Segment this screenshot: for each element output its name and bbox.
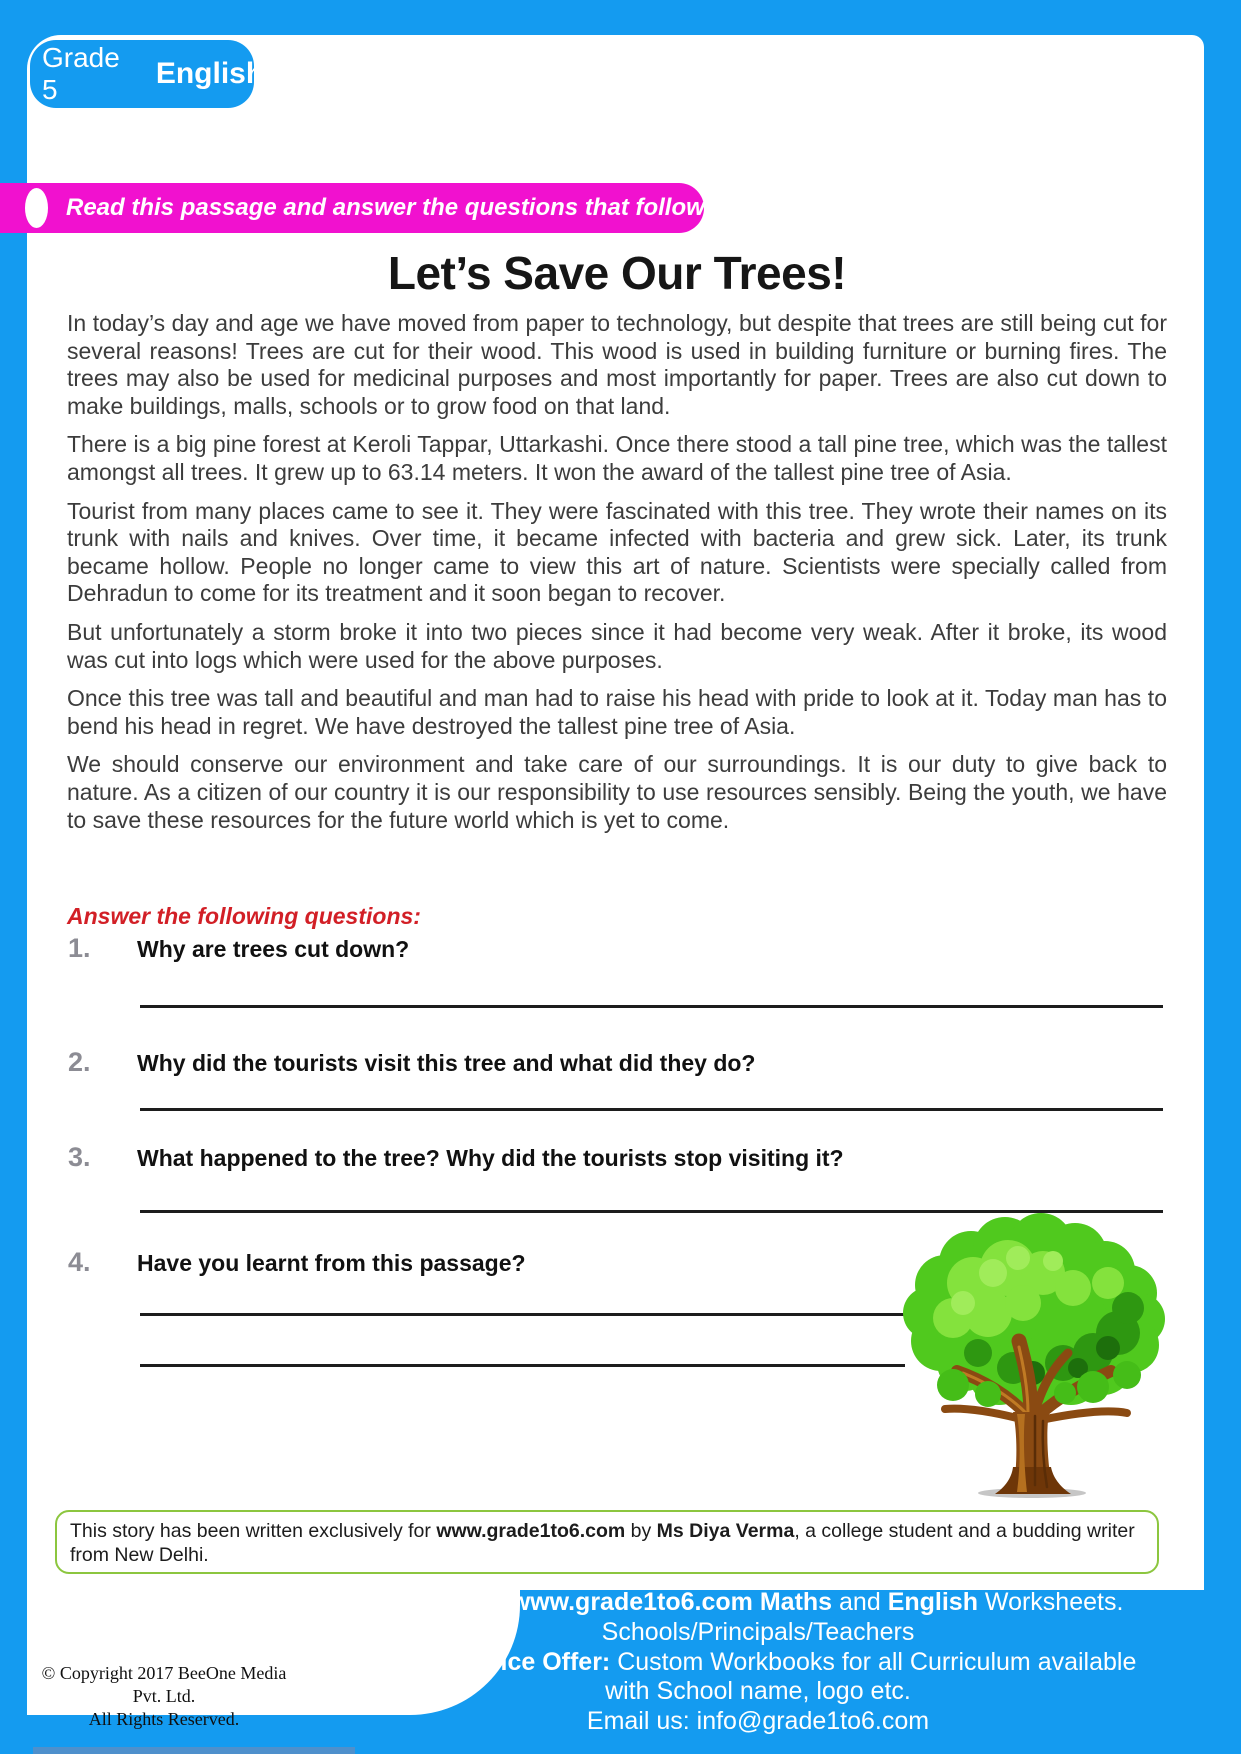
passage-paragraph: Once this tree was tall and beautiful and man had to raise his head with pride to look at it. Today man has to bend his head in regret. We have destroyed the tallest pine tree of Asia.	[67, 685, 1167, 739]
instruction-banner	[0, 183, 725, 233]
footer-accent-strip	[33, 1747, 355, 1754]
answer-line-q4-1[interactable]	[140, 1313, 905, 1316]
footer-offer-label: Special Price Offer:	[379, 1647, 611, 1676]
grade-label: Grade 5	[42, 42, 120, 105]
credit-prefix: This story has been written exclusively for	[70, 1520, 437, 1542]
question-4-number: 4.	[68, 1247, 91, 1277]
passage-paragraph: In today’s day and age we have moved from paper to technology, but despite that trees are still being cut for several reasons! Trees are cut for their wood. This wood is used in building furniture or burning fires. The trees may also be used for medicinal purposes and most importantly for paper. Trees are also cut down to make buildings, malls, schools or to grow food on that land.	[67, 310, 1167, 419]
footer-offer-text: Custom Workbooks for all Curriculum available	[610, 1647, 1137, 1676]
passage-title: Let’s Save Our Trees!	[387, 247, 847, 299]
credit-suffix: , a college student and a budding writer from New Delhi.	[70, 1520, 1135, 1566]
answer-line-q4-2[interactable]	[140, 1364, 905, 1367]
footer-english-text: English	[887, 1588, 978, 1616]
footer-line-2: Schools/Principals/Teachers	[601, 1617, 915, 1646]
footer-site-maths: www.grade1to6.com Maths	[510, 1588, 833, 1616]
question-1-text: Why are trees cut down?	[137, 936, 410, 962]
grade-subject-badge	[30, 40, 265, 108]
tree-illustration	[893, 1213, 1171, 1501]
footer-line-5: Email us: info@grade1to6.com	[586, 1707, 930, 1736]
answer-line-q2[interactable]	[140, 1108, 1163, 1111]
reading-passage	[67, 310, 1167, 845]
copyright-line-1: © Copyright 2017 BeeOne Media Pvt. Ltd.	[41, 1663, 287, 1706]
copyright-notice	[38, 1662, 290, 1731]
story-credit-note	[55, 1510, 1159, 1574]
questions-heading: Answer the following questions:	[67, 903, 421, 929]
question-3-text: What happened to the tree? Why did the tourists stop visiting it?	[137, 1145, 844, 1171]
credit-by: by	[625, 1520, 657, 1542]
question-4-text: Have you learnt from this passage?	[137, 1250, 526, 1276]
question-2-number: 2.	[68, 1047, 91, 1077]
subject-label: English	[155, 57, 265, 90]
footer-promo	[330, 1588, 1186, 1737]
footer-subscribe-text: Subscribe	[392, 1588, 511, 1616]
instruction-text: Read this passage and answer the questions that follows.	[66, 194, 725, 221]
footer-line-1	[330, 1588, 1186, 1618]
passage-paragraph: Tourist from many places came to see it. They were fascinated with this tree. They wrote their names on its trunk with nails and knives. Over time, it became infected with bacteria and grew sick. Later, its trunk became hollow. People no longer came to view this art of nature. Scientists were specially called from Dehradun to come for its treatment and it soon began to recover.	[67, 497, 1167, 607]
credit-site: www.grade1to6.com	[436, 1520, 626, 1542]
passage-paragraph: But unfortunately a storm broke it into two pieces since it had become very weak. After it broke, its wood was cut into logs which were used for the above purposes.	[67, 618, 1167, 673]
banner-oval-icon	[25, 188, 48, 228]
passage-paragraph: We should conserve our environment and take care of our surroundings. It is our duty to give back to nature. As a citizen of our country it is our responsibility to use resources sensibly. Being the youth, we have to save these resources for the future world which is yet to come.	[67, 751, 1167, 833]
footer-worksheets-text: Worksheets.	[977, 1588, 1124, 1616]
question-1-number: 1.	[68, 933, 91, 963]
copyright-line-2: All Rights Reserved.	[88, 1709, 240, 1729]
question-3-number: 3.	[68, 1142, 91, 1172]
question-2-text: Why did the tourists visit this tree and what did they do?	[137, 1050, 756, 1076]
answer-line-q1[interactable]	[140, 1005, 1163, 1008]
passage-paragraph: There is a big pine forest at Keroli Tappar, Uttarkashi. Once there stood a tall pine tree, which was the tallest amongst all trees. It grew up to 63.14 meters. It won the award of the tallest pine tree of Asia.	[67, 431, 1167, 485]
footer-line-4: with School name, logo etc.	[605, 1677, 911, 1706]
footer-line-3	[330, 1648, 1186, 1678]
footer-and-text: and	[832, 1588, 888, 1616]
credit-author: Ms Diya Verma	[656, 1520, 795, 1542]
